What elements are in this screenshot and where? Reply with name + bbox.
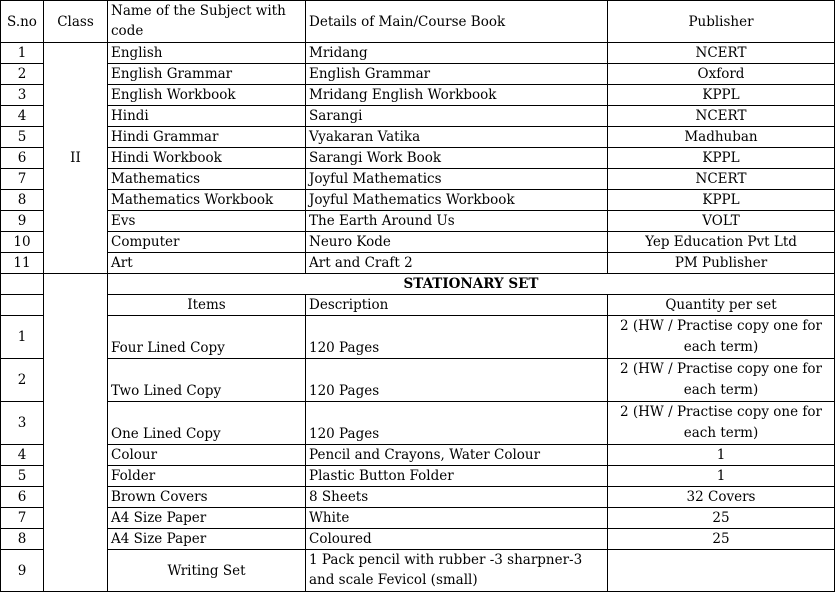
- row-sno: 9: [1, 211, 44, 232]
- row-subject: Evs: [108, 211, 306, 232]
- header-class: Class: [44, 1, 108, 43]
- table-row: [1, 190, 835, 211]
- header-subject: Name of the Subject with code: [108, 1, 306, 43]
- row-description: White: [306, 508, 608, 529]
- row-sno: 4: [1, 106, 44, 127]
- row-publisher: KPPL: [608, 148, 835, 169]
- row-item: A4 Size Paper: [108, 529, 306, 550]
- table-row: [1, 232, 835, 253]
- row-sno: 2: [1, 64, 44, 85]
- row-sno: 9: [1, 550, 44, 592]
- row-sno: 8: [1, 529, 44, 550]
- row-publisher: NCERT: [608, 106, 835, 127]
- row-book: The Earth Around Us: [306, 211, 608, 232]
- row-publisher: VOLT: [608, 211, 835, 232]
- row-quantity: 2 (HW / Practise copy one for each term): [608, 402, 835, 445]
- header-row: [1, 1, 835, 43]
- row-description: 1 Pack pencil with rubber -3 sharpner-3 and scale Fevicol (small): [306, 550, 608, 592]
- row-publisher: NCERT: [608, 43, 835, 64]
- table-row: [1, 359, 835, 402]
- row-book: English Grammar: [306, 64, 608, 85]
- row-quantity: 2 (HW / Practise copy one for each term): [608, 359, 835, 402]
- row-publisher: Yep Education Pvt Ltd: [608, 232, 835, 253]
- row-sno: 5: [1, 466, 44, 487]
- row-quantity: 25: [608, 529, 835, 550]
- stationary-header-description: Description: [306, 295, 608, 316]
- row-subject: Hindi Workbook: [108, 148, 306, 169]
- row-book: Neuro Kode: [306, 232, 608, 253]
- row-description: Pencil and Crayons, Water Colour: [306, 445, 608, 466]
- row-publisher: Madhuban: [608, 127, 835, 148]
- stationary-header-items: Items: [108, 295, 306, 316]
- row-quantity: 25: [608, 508, 835, 529]
- row-item: A4 Size Paper: [108, 508, 306, 529]
- row-description: Coloured: [306, 529, 608, 550]
- row-book: Art and Craft 2: [306, 253, 608, 274]
- blank-sno-cell: [1, 274, 44, 295]
- row-subject: English Grammar: [108, 64, 306, 85]
- row-subject: Art: [108, 253, 306, 274]
- table-row: [1, 85, 835, 106]
- table-row: [1, 148, 835, 169]
- table-row: [1, 253, 835, 274]
- row-subject: Computer: [108, 232, 306, 253]
- header-publisher: Publisher: [608, 1, 835, 43]
- row-sno: 3: [1, 402, 44, 445]
- row-description: 120 Pages: [306, 316, 608, 359]
- row-book: Vyakaran Vatika: [306, 127, 608, 148]
- table-row: [1, 529, 835, 550]
- row-book: Joyful Mathematics: [306, 169, 608, 190]
- row-sno: 1: [1, 43, 44, 64]
- table-row: [1, 106, 835, 127]
- table-row: [1, 550, 835, 592]
- row-subject: English: [108, 43, 306, 64]
- row-quantity: 32 Covers: [608, 487, 835, 508]
- blank-sno-cell: [1, 295, 44, 316]
- row-book: Mridang: [306, 43, 608, 64]
- row-quantity: 2 (HW / Practise copy one for each term): [608, 316, 835, 359]
- row-sno: 5: [1, 127, 44, 148]
- row-publisher: NCERT: [608, 169, 835, 190]
- row-sno: 2: [1, 359, 44, 402]
- row-sno: 7: [1, 508, 44, 529]
- table-row: [1, 445, 835, 466]
- header-sno: S.no: [1, 1, 44, 43]
- class-value: II: [44, 43, 108, 274]
- row-publisher: Oxford: [608, 64, 835, 85]
- stationary-title: STATIONARY SET: [108, 274, 835, 295]
- row-sno: 6: [1, 487, 44, 508]
- row-item: Two Lined Copy: [108, 359, 306, 402]
- row-sno: 6: [1, 148, 44, 169]
- row-item: Four Lined Copy: [108, 316, 306, 359]
- row-subject: Mathematics Workbook: [108, 190, 306, 211]
- table-row: [1, 487, 835, 508]
- row-quantity: 1: [608, 466, 835, 487]
- table-row: [1, 64, 835, 85]
- row-publisher: KPPL: [608, 85, 835, 106]
- row-sno: 8: [1, 190, 44, 211]
- row-description: 8 Sheets: [306, 487, 608, 508]
- table-row: [1, 43, 835, 64]
- table-row: [1, 402, 835, 445]
- table-row: [1, 211, 835, 232]
- row-book: Sarangi: [306, 106, 608, 127]
- blank-class-cell: [44, 274, 108, 592]
- row-quantity: [608, 550, 835, 592]
- header-book: Details of Main/Course Book: [306, 1, 608, 43]
- row-item: Writing Set: [108, 550, 306, 592]
- row-book: Mridang English Workbook: [306, 85, 608, 106]
- table-row: [1, 466, 835, 487]
- row-item: Colour: [108, 445, 306, 466]
- row-sno: 3: [1, 85, 44, 106]
- row-book: Sarangi Work Book: [306, 148, 608, 169]
- row-description: Plastic Button Folder: [306, 466, 608, 487]
- row-quantity: 1: [608, 445, 835, 466]
- row-sno: 7: [1, 169, 44, 190]
- row-description: 120 Pages: [306, 359, 608, 402]
- row-subject: Mathematics: [108, 169, 306, 190]
- row-subject: English Workbook: [108, 85, 306, 106]
- row-sno: 10: [1, 232, 44, 253]
- row-subject: Hindi: [108, 106, 306, 127]
- row-book: Joyful Mathematics Workbook: [306, 190, 608, 211]
- row-publisher: KPPL: [608, 190, 835, 211]
- stationary-header-row: [1, 295, 835, 316]
- table-row: [1, 316, 835, 359]
- row-item: Brown Covers: [108, 487, 306, 508]
- table-row: [1, 169, 835, 190]
- stationary-header-quantity: Quantity per set: [608, 295, 835, 316]
- row-sno: 4: [1, 445, 44, 466]
- row-subject: Hindi Grammar: [108, 127, 306, 148]
- row-item: Folder: [108, 466, 306, 487]
- stationary-title-row: [1, 274, 835, 295]
- row-publisher: PM Publisher: [608, 253, 835, 274]
- row-sno: 11: [1, 253, 44, 274]
- table-row: [1, 508, 835, 529]
- row-item: One Lined Copy: [108, 402, 306, 445]
- row-description: 120 Pages: [306, 402, 608, 445]
- row-sno: 1: [1, 316, 44, 359]
- table-row: [1, 127, 835, 148]
